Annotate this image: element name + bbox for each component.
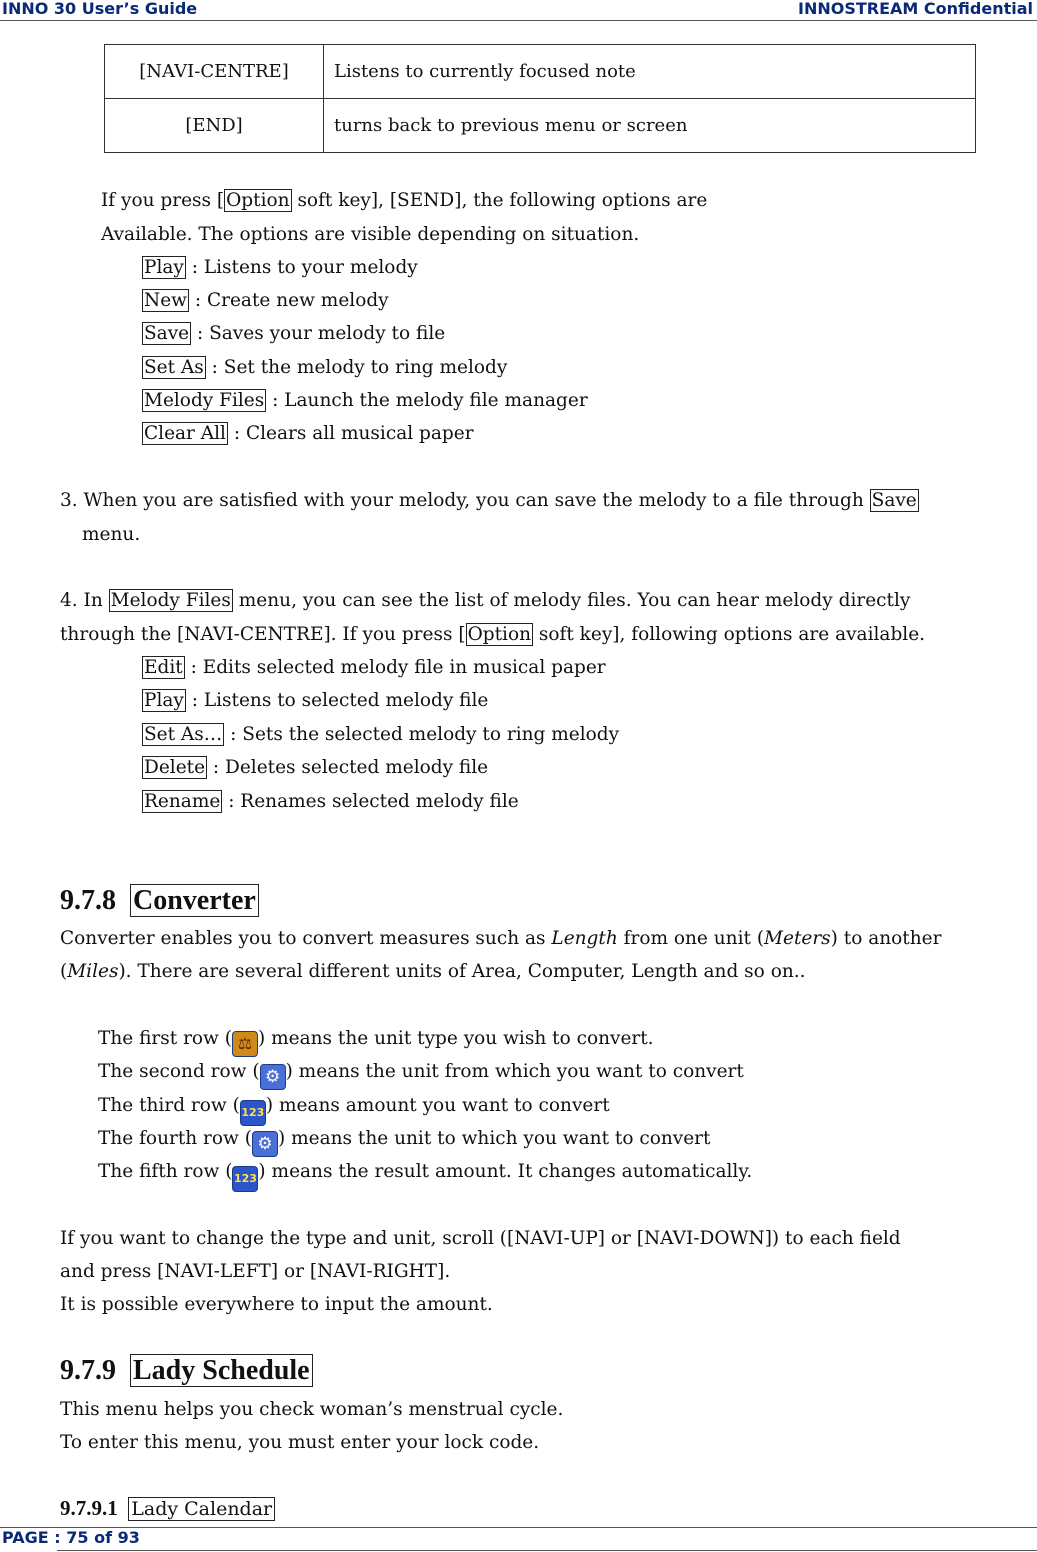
option-label: Set As — [144, 357, 204, 378]
list-item: Play : Listens to your melody — [144, 257, 418, 278]
key-table — [104, 44, 976, 153]
option-softkey-label: Option — [226, 190, 290, 211]
key-cell: [NAVI-CENTRE] — [105, 45, 324, 99]
desc-cell: turns back to previous menu or screen — [324, 99, 976, 153]
converter-para-line2: (Miles). There are several different units of Area, Computer, Length and so on.. — [60, 961, 806, 982]
converter-nav-line2: and press [NAVI-LEFT] or [NAVI-RIGHT]. — [60, 1261, 451, 1282]
converter-para-line1: Converter enables you to convert measures such as Length from one unit (Meters) to another — [60, 928, 942, 949]
option-label: Delete — [144, 757, 206, 778]
option-label: Rename — [144, 791, 221, 812]
list-item: Edit : Edits selected melody file in musical paper — [144, 657, 606, 678]
list-item: Set As… : Sets the selected melody to ring melody — [144, 724, 620, 745]
lady-calendar-heading: 9.7.9.1 Lady Calendar — [60, 1495, 275, 1522]
converter-row-desc: The third row ( 123) means amount you want to convert — [98, 1093, 610, 1126]
list-item: Delete : Deletes selected melody file — [144, 757, 489, 778]
option-label: Save — [144, 323, 190, 344]
melody-files-label: Melody Files — [110, 590, 231, 611]
list-item: Play : Listens to selected melody file — [144, 690, 489, 711]
option-softkey-label: Option — [467, 624, 531, 645]
step3-line1: 3. When you are satisfied with your melody, you can save the melody to a file through Save — [60, 490, 917, 511]
converter-nav-line1: If you want to change the type and unit, scroll ([NAVI-UP] or [NAVI-DOWN]) to each field — [60, 1228, 901, 1249]
converter-row-desc: The fourth row ( ⚙ ) means the unit to which you want to convert — [98, 1126, 710, 1157]
lady-calendar-title: Lady Calendar — [128, 1497, 275, 1521]
key-cell: [END] — [105, 99, 324, 153]
list-item: Melody Files : Launch the melody file manager — [144, 390, 588, 411]
step3-line2: menu. — [82, 524, 141, 545]
converter-row-desc: The first row ( ⚖ ) means the unit type you wish to convert. — [98, 1026, 654, 1057]
converter-nav-line3: It is possible everywhere to input the amount. — [60, 1294, 493, 1315]
lady-schedule-title: Lady Schedule — [130, 1354, 313, 1387]
converter-heading: 9.7.8 Converter — [60, 884, 259, 918]
option-intro-line1: If you press [ Option soft key], [SEND], the following options are — [101, 190, 708, 211]
lady-para-line2: To enter this menu, you must enter your lock code. — [60, 1432, 540, 1453]
converter-row-desc: The fifth row ( 123) means the result amount. It changes automatically. — [98, 1159, 752, 1192]
option-label: Melody Files — [144, 390, 265, 411]
header-doc-title: INNO 30 User’s Guide — [2, 0, 198, 18]
list-item: New : Create new melody — [144, 290, 389, 311]
list-item: Save : Saves your melody to file — [144, 323, 446, 344]
page-footer — [0, 1527, 1037, 1552]
gear-icon: ⚙ — [260, 1064, 286, 1090]
desc-cell: Listens to currently focused note — [324, 45, 976, 99]
header-confidential: INNOSTREAM Confidential — [798, 0, 1033, 18]
option-label: Play — [144, 257, 184, 278]
converter-title: Converter — [130, 884, 259, 917]
option-label: Clear All — [144, 423, 226, 444]
option-label: Edit — [144, 657, 183, 678]
save-menu-label: Save — [871, 490, 917, 511]
step4-line2: through the [NAVI-CENTRE]. If you press [ Option soft key], following options are available. — [60, 624, 926, 645]
scale-icon: ⚖ — [232, 1031, 258, 1057]
gear-icon: ⚙ — [252, 1131, 278, 1157]
option-label: Play — [144, 690, 184, 711]
page-number: PAGE : 75 of 93 — [2, 1528, 140, 1547]
option-label: New — [144, 290, 187, 311]
table-row — [105, 99, 976, 153]
table-row — [105, 45, 976, 99]
number-icon: 123 — [240, 1100, 266, 1126]
lady-para-line1: This menu helps you check woman’s menstrual cycle. — [60, 1399, 564, 1420]
option-label: Set As… — [144, 724, 223, 745]
number-icon: 123 — [232, 1166, 258, 1192]
list-item: Set As : Set the melody to ring melody — [144, 357, 508, 378]
list-item: Rename : Renames selected melody file — [144, 791, 519, 812]
option-intro-line2: Available. The options are visible depending on situation. — [101, 224, 640, 245]
converter-row-desc: The second row ( ⚙ ) means the unit from which you want to convert — [98, 1059, 744, 1090]
page-header — [0, 0, 1037, 21]
lady-schedule-heading: 9.7.9 Lady Schedule — [60, 1354, 313, 1388]
step4-line1: 4. In Melody Files menu, you can see the list of melody files. You can hear melody directly — [60, 590, 911, 611]
list-item: Clear All : Clears all musical paper — [144, 423, 474, 444]
